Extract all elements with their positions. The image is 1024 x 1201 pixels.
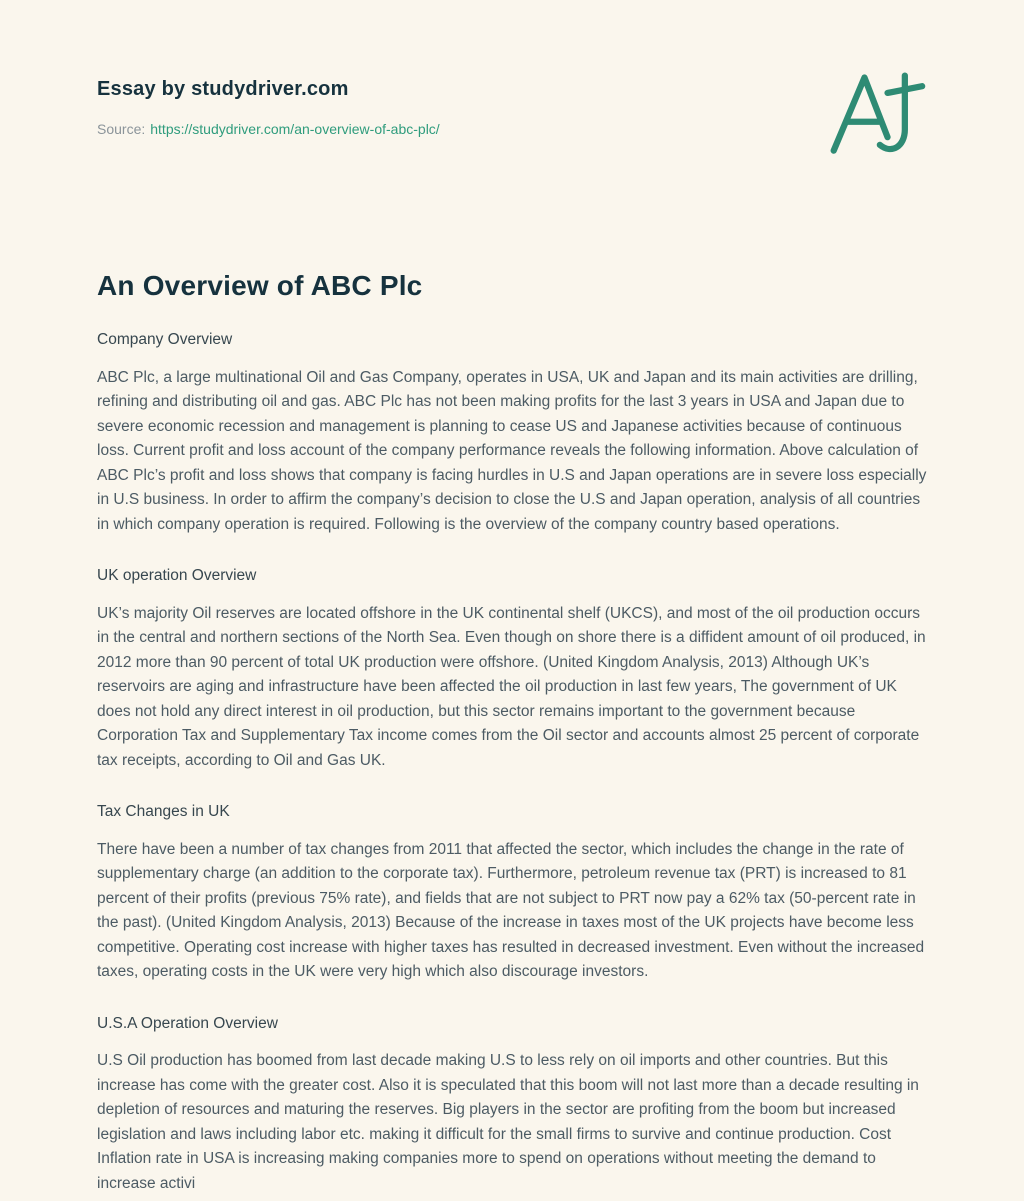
section-paragraph: ABC Plc, a large multinational Oil and Gas Company, operates in USA, UK and Japan and its main activities are drilling, refining and distributing oil and gas. ABC Plc has not been making profits for the last 3 years in USA and Japan due to severe economic recession and management is planning to cease US and Japanese activities because of continuous loss. Current profit and loss account of the company performance reveals the following information. Above calculation of ABC Plc’s profit and loss shows that company is facing hurdles in U.S and Japan operations are in severe loss especially in U.S business. In order to affirm the company’s decision to close the U.S and Japan operation, analysis of all countries in which company operation is required. Following is the overview of the company country based operations. xyxy=(97,368,927,533)
section-heading: U.S.A Operation Overview xyxy=(97,1014,278,1032)
source-url-link[interactable]: https://studydriver.com/an-overview-of-abc-plc/ xyxy=(150,121,440,137)
section-heading: Tax Changes in UK xyxy=(97,803,230,820)
essay-title: An Overview of ABC Plc xyxy=(97,270,423,301)
essay-section-company-overview xyxy=(97,328,928,537)
page-header xyxy=(97,78,928,166)
section-heading: Company Overview xyxy=(97,331,233,348)
section-paragraph: UK’s majority Oil reserves are located offshore in the UK continental shelf (UKCS), and most of the oil production occurs in the central and northern sections of the North Sea. Even though on shore there is a diffident amount of oil produced, in 2012 more than 90 percent of total UK production were offshore. (United Kingdom Analysis, 2013) Although UK’s reservoirs are aging and infrastructure have been affected the oil production in last few years, The government of UK does not hold any direct interest in oil production, but this sector remains important to the government because Corporation Tax and Supplementary Tax income comes from the Oil sector and accounts almost 25 percent of corporate tax receipts, according to Oil and Gas UK. xyxy=(97,604,926,769)
studydriver-logo-icon xyxy=(826,66,926,166)
essay-content xyxy=(97,270,928,1196)
site-title: Essay by studydriver.com xyxy=(97,78,349,100)
header-text-block xyxy=(97,78,440,137)
section-heading: UK operation Overview xyxy=(97,567,257,584)
essay-section-usa-operation xyxy=(97,1012,928,1197)
source-label: Source: xyxy=(97,121,146,137)
section-paragraph: U.S Oil production has boomed from last decade making U.S to less rely on oil imports and other countries. But this increase has come with the greater cost. Also it is speculated that this boom will not last more than a decade resulting in depletion of resources and maturing the reserves. Big players in the sector are profiting from the boom but increased legislation and laws including labor etc. making it difficult for the small firms to survive and continue production. Cost Inflation rate in USA is increasing making companies more to spend on operations without meeting the demand to increase activi xyxy=(97,1052,919,1192)
essay-section-tax-changes xyxy=(97,800,928,985)
section-paragraph: There have been a number of tax changes from 2011 that affected the sector, which includes the change in the rate of supplementary charge (an addition to the corporate tax). Furthermore, petroleum revenue tax (PRT) is increased to 81 percent of their profits (previous 75% rate), and fields that are not subject to PRT now pay a 62% tax (50-percent rate in the past). (United Kingdom Analysis, 2013) Because of the increase in taxes most of the UK projects have become less competitive. Operating cost increase with higher taxes has resulted in decreased investment. Even without the increased taxes, operating costs in the UK were very high which also discourage investors. xyxy=(97,840,925,980)
essay-section-uk-operation xyxy=(97,564,928,773)
source-line xyxy=(97,121,440,137)
